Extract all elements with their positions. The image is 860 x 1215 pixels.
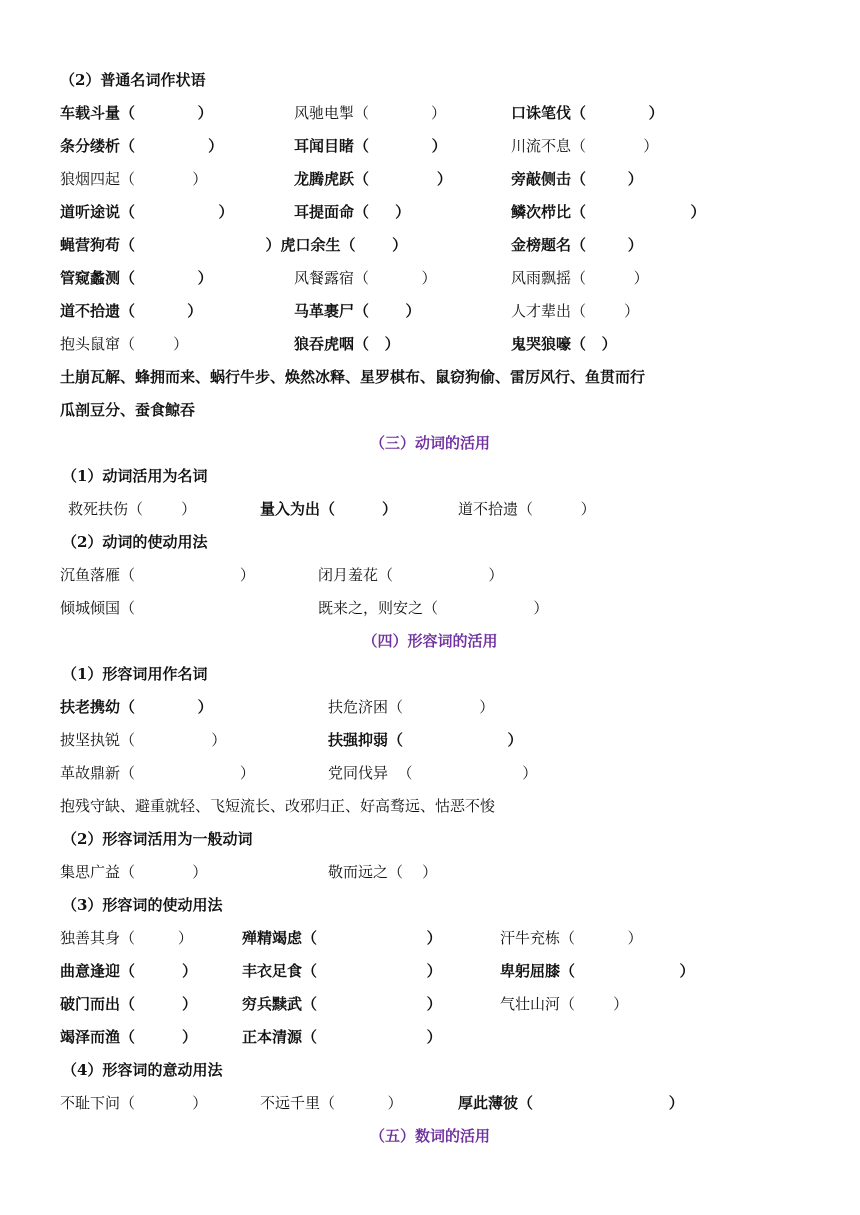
idiom-item: 口诛笔伐（ ） xyxy=(511,104,664,122)
idiom-item: 既来之，则安之（ ） xyxy=(318,599,549,617)
idiom-item: 车载斗量（ ） xyxy=(60,104,213,122)
idiom-item: 道听途说（ ） xyxy=(60,203,234,221)
idiom-item: 风驰电掣（ ） xyxy=(294,104,446,122)
idiom-item: 卑躬屈膝（ ） xyxy=(500,962,695,980)
idiom-item: 厚此薄彼（ ） xyxy=(458,1094,684,1112)
idiom-item: 汗牛充栋（ ） xyxy=(500,929,643,947)
idiom-item: 耳提面命（ ） xyxy=(294,203,411,221)
idiom-item: 扶强抑弱（ ） xyxy=(328,731,523,749)
idiom-item: 党同伐异 （ ） xyxy=(328,764,538,782)
idiom-item: 条分缕析（ ） xyxy=(60,137,224,155)
idiom-item: 人才辈出（ ） xyxy=(511,302,640,320)
section-title-numerals: （五）数词的活用 xyxy=(369,1127,490,1145)
idiom-item: 旁敲侧击（ ） xyxy=(511,170,643,188)
idiom-item: 道不拾遗（ ） xyxy=(458,500,596,518)
idiom-item: 正本清源（ ） xyxy=(242,1028,442,1046)
heading-adj-putative: （4）形容词的意动用法 xyxy=(62,1061,223,1079)
section-title-adjectives: （四）形容词的活用 xyxy=(362,632,498,650)
idiom-item: 鬼哭狼嚎（ ） xyxy=(511,335,617,353)
idiom-item: 敬而远之（ ） xyxy=(328,863,438,881)
idiom-item: 道不拾遗（ ） xyxy=(60,302,203,320)
idiom-item: 扶危济困（ ） xyxy=(328,698,495,716)
idiom-item: 风餐露宿（ ） xyxy=(294,269,437,287)
idiom-item: 蝇营狗苟（ ）虎口余生（ ） xyxy=(60,236,408,254)
idiom-item: 抱头鼠窜（ ） xyxy=(60,335,189,353)
idiom-list: 抱残守缺、避重就轻、飞短流长、改邪归正、好高骛远、怙恶不悛 xyxy=(60,797,496,815)
idiom-item: 救死扶伤（ ） xyxy=(68,500,197,518)
heading-adj-as-verb: （2）形容词活用为一般动词 xyxy=(62,830,253,848)
idiom-item: 气壮山河（ ） xyxy=(500,995,629,1013)
heading-noun-adverbial: （2）普通名词作状语 xyxy=(60,71,206,89)
idiom-item: 革故鼎新（ ） xyxy=(60,764,255,782)
idiom-list: 土崩瓦解、蜂拥而来、蜗行牛步、焕然冰释、星罗棋布、鼠窃狗偷、雷厉风行、鱼贯而行 xyxy=(60,368,646,386)
idiom-item: 竭泽而渔（ ） xyxy=(60,1028,198,1046)
idiom-item: 狼烟四起（ ） xyxy=(60,170,208,188)
idiom-item: 不耻下问（ ） xyxy=(60,1094,208,1112)
idiom-item: 金榜题名（ ） xyxy=(511,236,643,254)
idiom-item: 耳闻目睹（ ） xyxy=(294,137,447,155)
heading-verb-as-noun: （1）动词活用为名词 xyxy=(62,467,208,485)
heading-verb-causative: （2）动词的使动用法 xyxy=(62,533,208,551)
idiom-item: 穷兵黩武（ ） xyxy=(242,995,442,1013)
idiom-item: 殚精竭虑（ ） xyxy=(242,929,442,947)
idiom-item: 沉鱼落雁（ ） xyxy=(60,566,255,584)
idiom-item: 鳞次栉比（ ） xyxy=(511,203,706,221)
idiom-list: 瓜剖豆分、蚕食鲸吞 xyxy=(60,401,196,419)
idiom-item: 曲意逢迎（ ） xyxy=(60,962,198,980)
idiom-item: 披坚执锐（ ） xyxy=(60,731,227,749)
heading-adj-causative: （3）形容词的使动用法 xyxy=(62,896,223,914)
idiom-item: 川流不息（ ） xyxy=(511,137,659,155)
idiom-item: 丰衣足食（ ） xyxy=(242,962,442,980)
idiom-item: 扶老携幼（ ） xyxy=(60,698,213,716)
idiom-item: 不远千里（ ） xyxy=(260,1094,403,1112)
idiom-item: 量入为出（ ） xyxy=(260,500,398,518)
idiom-item: 管窥蠡测（ ） xyxy=(60,269,213,287)
idiom-item: 龙腾虎跃（ ） xyxy=(294,170,452,188)
idiom-item: 马革裹尸（ ） xyxy=(294,302,421,320)
idiom-item: 狼吞虎咽（ ） xyxy=(294,335,400,353)
idiom-item: 集思广益（ ） xyxy=(60,863,208,881)
idiom-item: 风雨飘摇（ ） xyxy=(511,269,649,287)
idiom-item: 闭月羞花（ ） xyxy=(318,566,504,584)
idiom-item: 独善其身（ ） xyxy=(60,929,193,947)
section-title-verbs: （三）动词的活用 xyxy=(369,434,490,452)
heading-adj-as-noun: （1）形容词用作名词 xyxy=(62,665,208,683)
idiom-item: 倾城倾国（ xyxy=(60,599,136,617)
idiom-item: 破门而出（ ） xyxy=(60,995,198,1013)
